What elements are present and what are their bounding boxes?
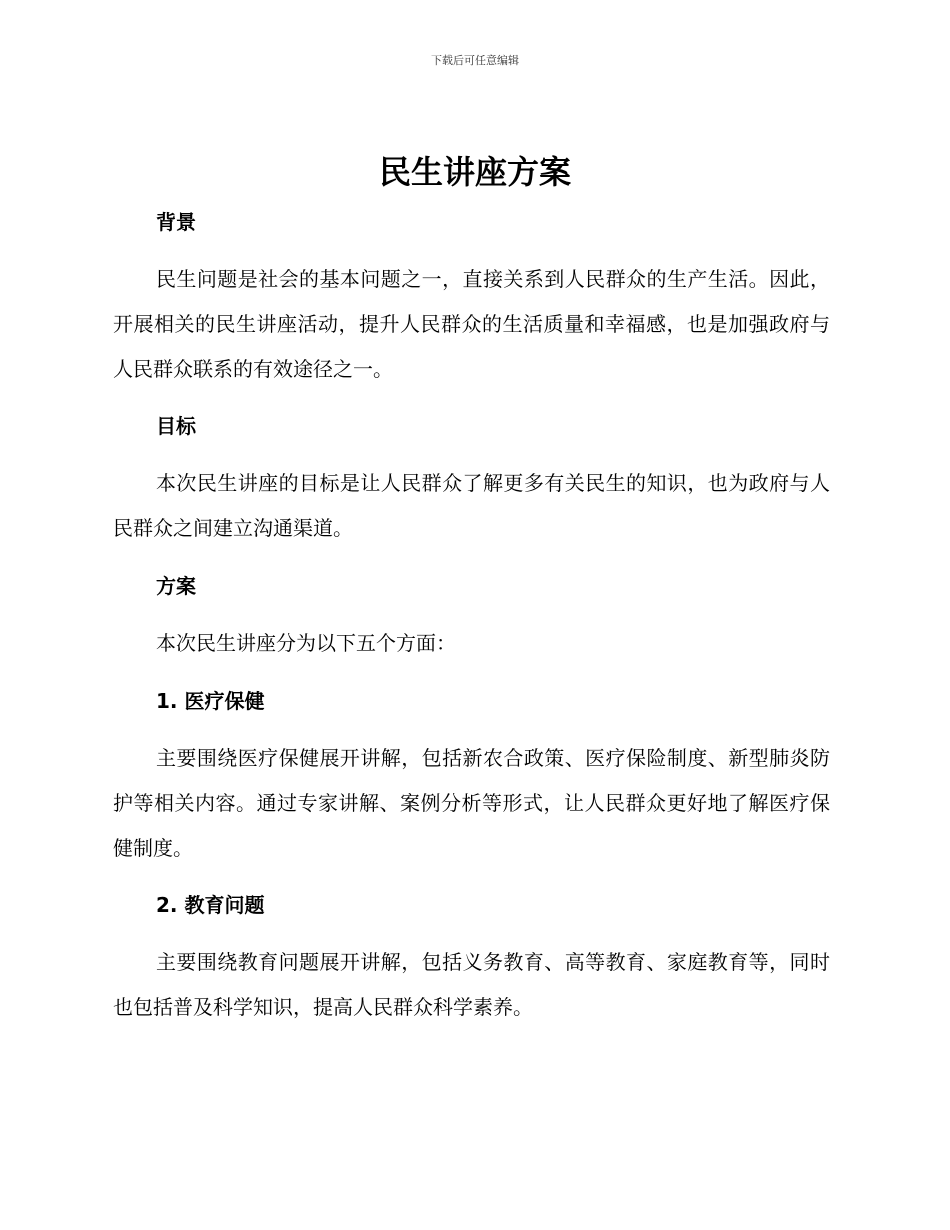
document-title: 民生讲座方案 <box>378 153 571 191</box>
section-heading-education: 2. 教育问题 <box>156 893 265 917</box>
paragraph-education: 主要围绕教育问题展开讲解，包括义务教育、高等教育、家庭教育等，同时也包括普及科学知识，提高人民群众科学素养。 <box>113 950 830 1019</box>
paragraph-healthcare: 主要围绕医疗保健展开讲解，包括新农合政策、医疗保险制度、新型肺炎防护等相关内容。通过专家讲解、案例分析等形式，让人民群众更好地了解医疗保健制度。 <box>113 746 830 860</box>
paragraph-goal: 本次民生讲座的目标是让人民群众了解更多有关民生的知识，也为政府与人民群众之间建立沟通渠道。 <box>113 471 830 540</box>
section-heading-goal: 目标 <box>156 414 196 438</box>
section-heading-background: 背景 <box>156 210 196 234</box>
paragraph-background: 民生问题是社会的基本问题之一，直接关系到人民群众的生产生活。因此，开展相关的民生讲座活动，提升人民群众的生活质量和幸福感，也是加强政府与人民群众联系的有效途径之一。 <box>113 267 830 381</box>
paragraph-plan-intro: 本次民生讲座分为以下五个方面： <box>156 631 456 655</box>
section-heading-healthcare: 1. 医疗保健 <box>156 689 265 713</box>
page-header-note: 下载后可任意编辑 <box>431 54 519 67</box>
section-heading-plan: 方案 <box>156 574 196 598</box>
